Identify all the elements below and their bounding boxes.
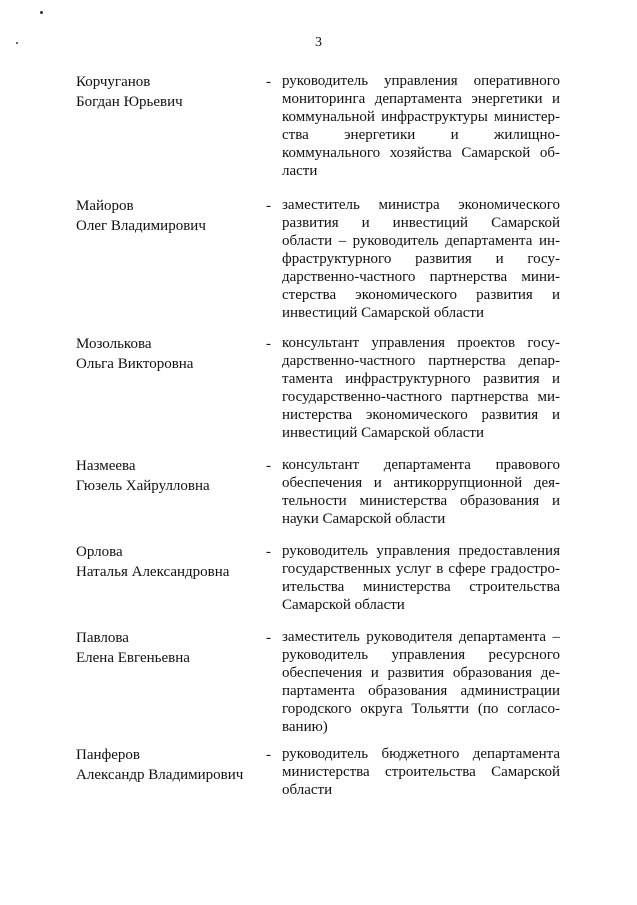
- position-line: инвестиций Самарской области: [282, 305, 484, 321]
- position-line: ласти: [282, 163, 318, 179]
- page-number: 3: [315, 35, 322, 50]
- position-line: тельности министерства образования и: [282, 493, 560, 509]
- position-line: мониторинга департамента энергетики и: [282, 91, 560, 107]
- member-surname: Панферов: [76, 747, 140, 763]
- scan-speck: [40, 11, 43, 14]
- position-line: области – руководитель департамента ин-: [282, 233, 560, 249]
- member-name: [76, 72, 276, 112]
- position-line: развития и инвестиций Самарской: [282, 215, 560, 231]
- member-position: [282, 745, 560, 799]
- member-position: [282, 456, 560, 528]
- member-given-names: Гюзель Хайрулловна: [76, 478, 210, 494]
- position-line: консультант управления проектов госу-: [282, 335, 560, 351]
- member-position: [282, 542, 560, 614]
- position-line: тамента инфраструктурного развития и: [282, 371, 560, 387]
- position-line: обеспечения и развития образования де-: [282, 665, 560, 681]
- separator-dash: -: [266, 630, 271, 646]
- position-line: государственных услуг в сфере градостро-: [282, 561, 560, 577]
- position-line: руководитель управления предоставления: [282, 543, 560, 559]
- position-line: науки Самарской области: [282, 511, 446, 527]
- position-line: ванию): [282, 719, 328, 735]
- position-line: городского округа Тольятти (по согласо-: [282, 701, 560, 717]
- member-position: [282, 72, 560, 180]
- member-surname: Орлова: [76, 544, 123, 560]
- position-line: руководитель управления ресурсного: [282, 647, 560, 663]
- member-name: [76, 334, 276, 374]
- position-line: консультант департамента правового: [282, 457, 560, 473]
- separator-dash: -: [266, 544, 271, 560]
- member-name: [76, 745, 276, 785]
- separator-dash: -: [266, 747, 271, 763]
- position-line: фраструктурного развития и госу-: [282, 251, 560, 267]
- member-name: [76, 542, 276, 582]
- member-given-names: Олег Владимирович: [76, 218, 206, 234]
- member-surname: Павлова: [76, 630, 129, 646]
- member-surname: Корчуганов: [76, 74, 151, 90]
- member-name: [76, 456, 276, 496]
- position-line: инвестиций Самарской области: [282, 425, 484, 441]
- position-line: области: [282, 782, 333, 798]
- position-line: Самарской области: [282, 597, 405, 613]
- position-line: руководитель бюджетного департамента: [282, 746, 560, 762]
- position-line: коммунального хозяйства Самарской об-: [282, 145, 560, 161]
- member-position: [282, 628, 560, 736]
- member-given-names: Елена Евгеньевна: [76, 650, 190, 666]
- member-surname: Мозолькова: [76, 336, 152, 352]
- separator-dash: -: [266, 336, 271, 352]
- position-line: заместитель руководителя департамента –: [282, 629, 560, 645]
- member-position: [282, 196, 560, 322]
- position-line: государственно-частного партнерства ми-: [282, 389, 560, 405]
- separator-dash: -: [266, 74, 271, 90]
- member-name: [76, 628, 276, 668]
- position-line: дарственно-частного партнерства депар-: [282, 353, 560, 369]
- position-line: обеспечения и антикоррупционной дея-: [282, 475, 560, 491]
- scan-speck: [16, 42, 18, 44]
- member-given-names: Наталья Александровна: [76, 564, 230, 580]
- position-line: ительства министерства строительства: [282, 579, 560, 595]
- member-position: [282, 334, 560, 442]
- separator-dash: -: [266, 198, 271, 214]
- member-surname: Майоров: [76, 198, 134, 214]
- position-line: коммунальной инфраструктуры министер-: [282, 109, 560, 125]
- member-surname: Назмеева: [76, 458, 136, 474]
- position-line: партамента образования администрации: [282, 683, 560, 699]
- member-name: [76, 196, 276, 236]
- separator-dash: -: [266, 458, 271, 474]
- position-line: министерства строительства Самарской: [282, 764, 560, 780]
- position-line: ства энергетики и жилищно-: [282, 127, 560, 143]
- member-given-names: Ольга Викторовна: [76, 356, 194, 372]
- position-line: стерства экономического развития и: [282, 287, 560, 303]
- member-given-names: Богдан Юрьевич: [76, 94, 183, 110]
- position-line: дарственно-частного партнерства мини-: [282, 269, 560, 285]
- position-line: руководитель управления оперативного: [282, 73, 560, 89]
- member-given-names: Александр Владимирович: [76, 767, 244, 783]
- position-line: нистерства экономического развития и: [282, 407, 560, 423]
- position-line: заместитель министра экономического: [282, 197, 560, 213]
